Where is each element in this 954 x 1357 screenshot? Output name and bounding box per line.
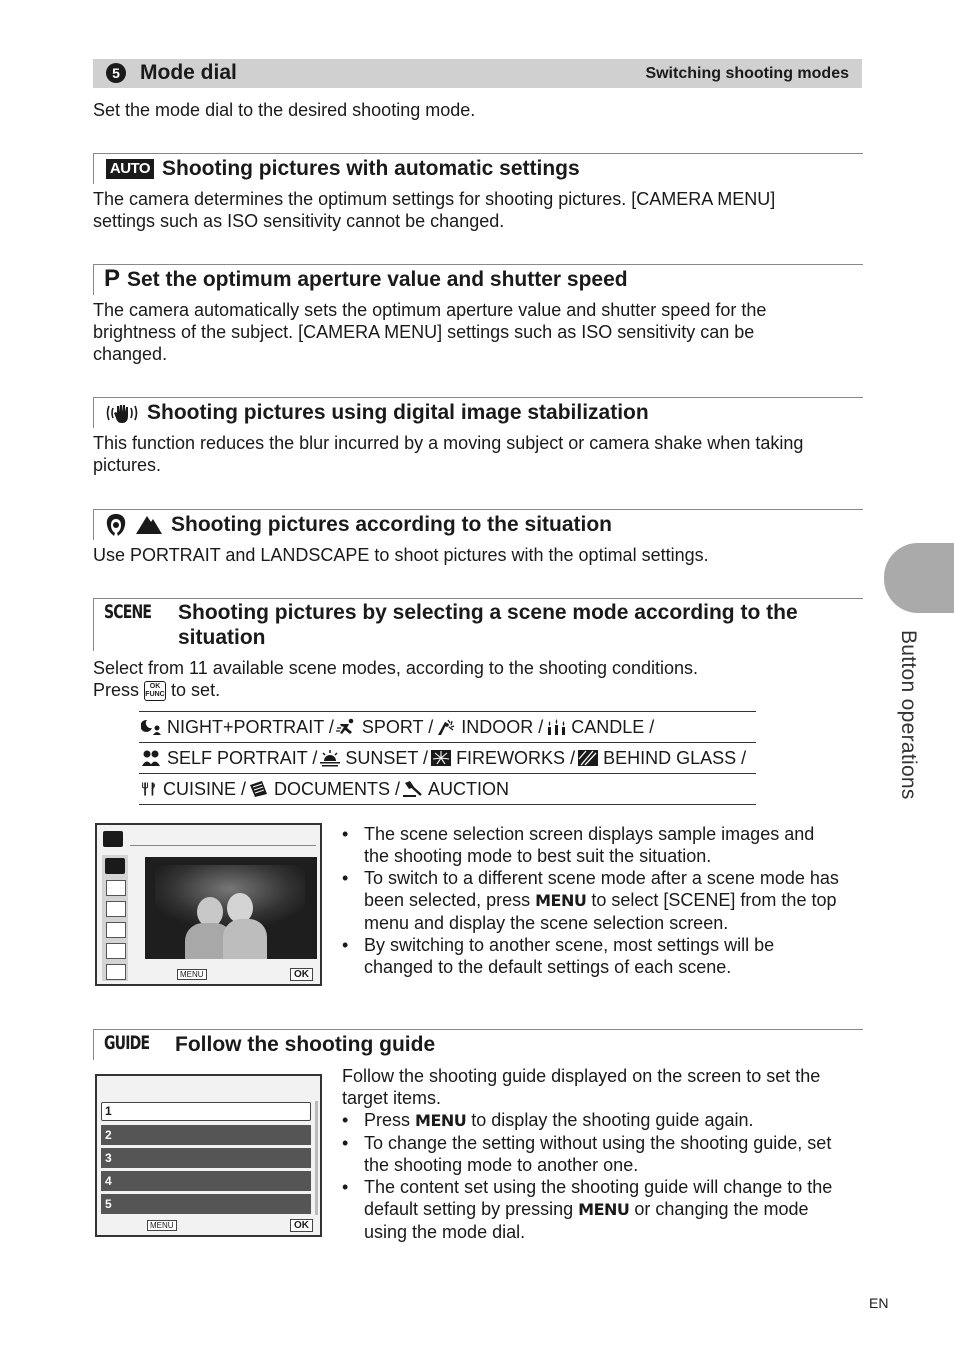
stabilization-section-body: This function reduces the blur incurred by a moving subject or camera shake when taking pictures. bbox=[93, 433, 804, 475]
intro-text: Set the mode dial to the desired shooting mode. bbox=[93, 100, 476, 120]
scene-mode-icon: SCENE bbox=[104, 601, 152, 623]
scene-notes-list bbox=[342, 823, 862, 978]
scene-selection-screen bbox=[95, 823, 322, 986]
scene-icon-sunset[interactable] bbox=[106, 964, 126, 980]
auto-section-body: The camera determines the optimum settings for shooting pictures. [CAMERA MENU] settings such as ISO sensitivity cannot be changed. bbox=[93, 189, 776, 231]
ok-func-button-icon: OK FUNC bbox=[144, 681, 166, 701]
documents-icon bbox=[248, 780, 270, 798]
section-category: Switching shooting modes bbox=[645, 65, 849, 82]
guide-item-5[interactable]: 5 bbox=[101, 1194, 311, 1214]
night-portrait-icon bbox=[141, 718, 163, 736]
guide-item-4[interactable]: 4 bbox=[101, 1171, 311, 1191]
scene-icon-sport[interactable] bbox=[106, 880, 126, 896]
scene-mode-table bbox=[139, 711, 756, 805]
program-mode-icon: P bbox=[104, 265, 121, 292]
digital-stabilization-icon bbox=[105, 401, 139, 425]
candle-icon bbox=[545, 718, 567, 736]
scene-table-row: SELF PORTRAIT / SUNSET / FIREWORKS / BEHIND GLASS / bbox=[139, 742, 756, 773]
ok-confirm-hint: OK bbox=[290, 1219, 313, 1232]
chapter-tab bbox=[884, 543, 954, 613]
guide-notes-list bbox=[342, 1109, 862, 1243]
menu-button-label: MENU bbox=[578, 1200, 630, 1219]
chapter-tab-label: Button operations bbox=[897, 630, 920, 800]
language-marker: EN bbox=[869, 1295, 889, 1311]
guide-item-3[interactable]: 3 bbox=[101, 1148, 311, 1168]
situation-section-header bbox=[93, 509, 863, 540]
ok-confirm-hint: OK bbox=[290, 968, 313, 981]
scene-table-row: NIGHT+PORTRAIT / SPORT / INDOOR / CANDLE / bbox=[139, 711, 756, 742]
sunset-icon bbox=[319, 749, 341, 767]
scene-note-item: • To switch to a different scene mode after a scene mode has been selected, press MENU to select [SCENE] from the top menu and display the scene selection screen. bbox=[342, 867, 862, 934]
scene-section-title: Shooting pictures by selecting a scene mode according to the situation bbox=[178, 601, 798, 649]
auto-mode-icon: AUTO bbox=[106, 159, 154, 179]
fireworks-icon bbox=[430, 749, 452, 767]
stabilization-section-title: Shooting pictures using digital image stabilization bbox=[147, 401, 649, 424]
cuisine-icon bbox=[141, 780, 159, 798]
menu-button-label: MENU bbox=[535, 891, 587, 910]
guide-item-2[interactable]: 2 bbox=[101, 1125, 311, 1145]
scene-note-item: • By switching to another scene, most settings will be changed to the default settings of each scene. bbox=[342, 934, 862, 978]
auto-section-header bbox=[93, 153, 863, 184]
program-section-title: Set the optimum aperture value and shutter speed bbox=[127, 268, 628, 291]
guide-item-list bbox=[101, 1101, 314, 1215]
guide-note-item: • Press MENU to display the shooting guide again. bbox=[342, 1109, 862, 1132]
auto-section-title: Shooting pictures with automatic settings bbox=[162, 157, 580, 180]
scene-icon-night-portrait[interactable] bbox=[105, 858, 125, 874]
scene-section-body: Select from 11 available scene modes, according to the shooting conditions. Press OK FUNC to set. bbox=[93, 658, 699, 700]
situation-section-title: Shooting pictures according to the situation bbox=[171, 513, 613, 536]
program-section-header bbox=[93, 264, 863, 295]
guide-mode-icon: GUIDE bbox=[104, 1032, 150, 1054]
guide-section-title: Follow the shooting guide bbox=[175, 1033, 436, 1056]
screen-divider bbox=[130, 845, 316, 846]
scene-sample-image bbox=[145, 857, 317, 959]
auction-icon bbox=[402, 780, 424, 798]
selected-scene-icon bbox=[103, 831, 123, 847]
scene-table-row: CUISINE / DOCUMENTS / AUCTION bbox=[139, 773, 756, 805]
section-number-badge: 5 bbox=[106, 63, 126, 83]
shooting-guide-screen bbox=[95, 1074, 322, 1237]
guide-scrollbar[interactable] bbox=[315, 1101, 318, 1215]
guide-item-1[interactable]: 1 bbox=[101, 1102, 311, 1121]
menu-back-hint: MENU bbox=[147, 1220, 177, 1231]
menu-button-label: MENU bbox=[415, 1111, 467, 1130]
indoor-icon bbox=[435, 718, 457, 736]
section-title: Mode dial bbox=[140, 61, 237, 84]
scene-icon-self-portrait[interactable] bbox=[106, 943, 126, 959]
scene-note-item: • The scene selection screen displays sample images and the shooting mode to best suit the situation. bbox=[342, 823, 862, 867]
menu-back-hint: MENU bbox=[177, 969, 207, 980]
landscape-icon bbox=[135, 513, 163, 535]
scene-section-header bbox=[93, 598, 863, 651]
guide-note-item: • The content set using the shooting guide will change to the default setting by pressing MENU or changing the mode using the mode dial. bbox=[342, 1176, 862, 1243]
scene-icon-indoor[interactable] bbox=[106, 901, 126, 917]
stabilization-section-header bbox=[93, 397, 863, 428]
scene-icon-column bbox=[102, 855, 128, 981]
guide-note-item: • To change the setting without using the shooting guide, set the shooting mode to another one. bbox=[342, 1132, 862, 1176]
sport-icon bbox=[336, 718, 358, 736]
scene-icon-candle[interactable] bbox=[106, 922, 126, 938]
portrait-icon bbox=[105, 513, 127, 537]
guide-section-body: Follow the shooting guide displayed on the screen to set the target items. • Press MENU to display the shooting guide again. • To change the setting without using the shooting guide, set the shooting mode to another one. • The content set using the shooting guide will change to the default setting by pressing MENU or changing the mode using the mode dial. bbox=[342, 1065, 862, 1243]
section-header-bar bbox=[93, 59, 862, 88]
situation-section-body: Use PORTRAIT and LANDSCAPE to shoot pictures with the optimal settings. bbox=[93, 545, 709, 565]
guide-section-header bbox=[93, 1029, 863, 1060]
program-section-body: The camera automatically sets the optimum aperture value and shutter speed for the brightness of the subject. [CAMERA MENU] settings such as ISO sensitivity can be changed. bbox=[93, 300, 767, 364]
self-portrait-icon bbox=[141, 749, 163, 767]
behind-glass-icon bbox=[577, 749, 599, 767]
